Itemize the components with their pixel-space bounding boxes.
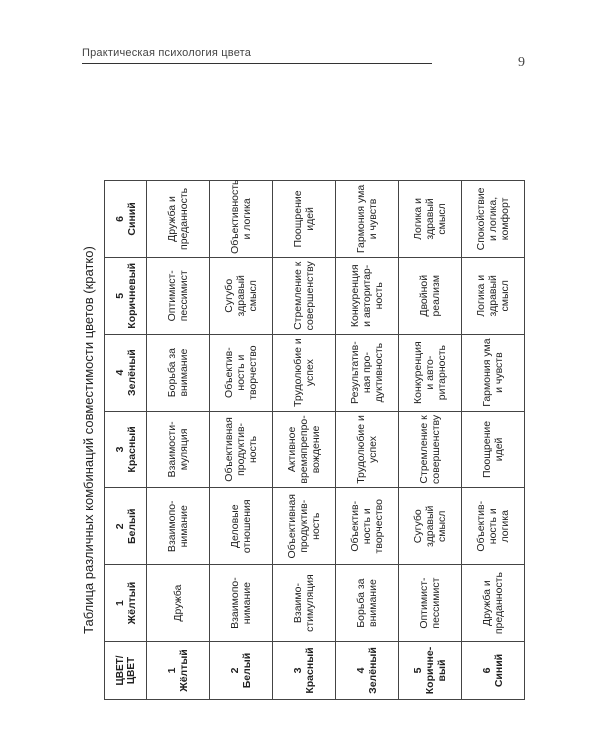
table-cell: Поощрение идей (462, 411, 525, 488)
table-cell: Сугубо здравый смысл (210, 257, 273, 334)
column-name: Зелёный (125, 349, 138, 396)
column-num: 6 (113, 216, 126, 222)
table-cell: Объективность и логика (210, 181, 273, 258)
column-num: 3 (113, 446, 126, 453)
column-num: 4 (113, 369, 126, 376)
table-cell: Гармония ума и чувств (462, 334, 525, 411)
table-cell: Конкуренция и авторитар-ность (336, 257, 399, 334)
row-name: Красный (304, 647, 316, 694)
table-cell: Конкуренция и авто-ритарность (399, 334, 462, 411)
row-header (399, 642, 462, 700)
table-row (399, 181, 462, 700)
table-cell: Трудолюбие и успех (336, 411, 399, 488)
row-num: 2 (229, 667, 241, 674)
table-cell: Деловые отношения (210, 488, 273, 565)
column-header (105, 488, 147, 565)
row-header (273, 642, 336, 700)
table-cell: Оптимист-пессимист (147, 257, 210, 334)
table-cell: Дружба и преданность (462, 565, 525, 642)
table-cell: Объектив-ность и логика (462, 488, 525, 565)
table-cell: Логика и здравый смысл (399, 181, 462, 258)
table-cell: Борьба за внимание (336, 565, 399, 642)
table-cell: Трудолюбие и успех (273, 334, 336, 411)
row-header (210, 642, 273, 700)
table-cell: Объективная продуктив-ность (210, 411, 273, 488)
row-header (462, 642, 525, 700)
column-name: Белый (125, 508, 138, 544)
table-cell: Оптимист-пессимист (399, 565, 462, 642)
row-name: Жёлтый (178, 649, 190, 692)
column-num: 1 (113, 600, 126, 607)
column-name: Красный (125, 426, 138, 473)
table-cell: Дружба (147, 565, 210, 642)
table-cell: Результатив-ная про-дуктивность (336, 334, 399, 411)
corner-cell (105, 642, 147, 700)
table-row (210, 181, 273, 700)
table-cell: Взаимости-муляция (147, 411, 210, 488)
table-cell: Спокойствие и логика, комфорт (462, 181, 525, 258)
table-cell: Объективная продуктив-ность (273, 488, 336, 565)
column-name: Жёлтый (125, 581, 138, 625)
row-name: Зелёный (367, 647, 379, 694)
column-header (105, 181, 147, 258)
table-row (273, 181, 336, 700)
row-num: 6 (481, 667, 493, 674)
column-name: Коричневый (125, 262, 138, 329)
table-cell: Объектив-ность и творчество (210, 334, 273, 411)
column-header (105, 334, 147, 411)
table-cell: Взаимопо-нимание (210, 565, 273, 642)
table-header-row (105, 181, 147, 700)
row-num: 3 (292, 667, 304, 674)
table-cell: Борьба за внимание (147, 334, 210, 411)
column-header (105, 411, 147, 488)
table-caption: Таблица различных комбинаций совместимости цветов (кратко) (81, 246, 96, 634)
row-num: 4 (355, 667, 367, 674)
rotated-table-block (80, 180, 520, 700)
running-title: Практическая психология цвета (82, 47, 432, 64)
table-cell: Взаимопо-нимание (147, 488, 210, 565)
page-number: 9 (518, 55, 525, 70)
table-cell: Взаимо-стимуляция (273, 565, 336, 642)
table-cell: Активное времяпрепро-вождение (273, 411, 336, 488)
table-cell: Двойной реализм (399, 257, 462, 334)
corner-bottom: ЦВЕТ (125, 656, 137, 685)
column-header (105, 565, 147, 642)
table-cell: Объектив-ность и творчество (336, 488, 399, 565)
row-name: Белый (241, 652, 253, 689)
table-row (147, 181, 210, 700)
table-cell: Поощрение идей (273, 181, 336, 258)
row-header (147, 642, 210, 700)
column-num: 5 (113, 292, 126, 299)
table-cell: Стремление к совершенству (399, 411, 462, 488)
table-cell: Логика и здравый смысл (462, 257, 525, 334)
row-header (336, 642, 399, 700)
table-row (336, 181, 399, 700)
column-num: 2 (113, 523, 126, 530)
column-header (105, 257, 147, 334)
table-row (462, 181, 525, 700)
row-num: 1 (166, 667, 178, 674)
table-cell: Гармония ума и чувств (336, 181, 399, 258)
row-name: Коричне-вый (424, 646, 448, 695)
row-name: Синий (493, 653, 505, 688)
row-num: 5 (412, 667, 424, 674)
corner-top: ЦВЕТ/ (114, 655, 126, 686)
table-cell: Сугубо здравый смысл (399, 488, 462, 565)
column-name: Синий (125, 202, 138, 236)
table-cell: Дружба и преданность (147, 181, 210, 258)
table-cell: Стремление к совершенству (273, 257, 336, 334)
color-compatibility-table (104, 180, 525, 700)
